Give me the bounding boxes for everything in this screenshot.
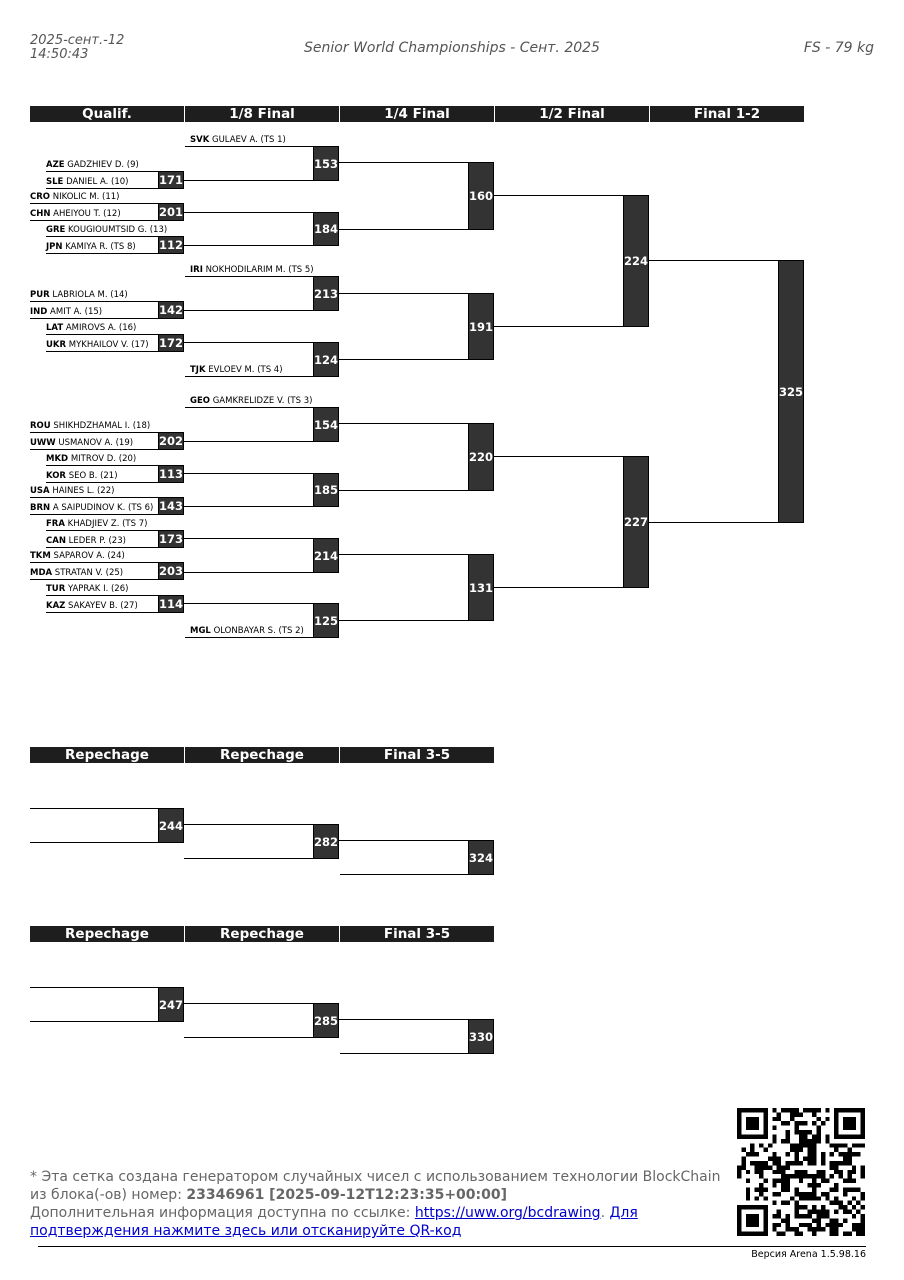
block-number: 23346961 [2025-09-12T12:23:35+00:00] [186, 1187, 508, 1203]
country-code: CRO [30, 192, 51, 202]
athlete-name: KHADJIEV Z. (TS 7) [67, 519, 148, 529]
bout-number[interactable]: 125 [313, 603, 339, 638]
bout-number[interactable]: 112 [159, 238, 184, 252]
bracket-line [184, 212, 339, 213]
athlete-label [46, 323, 136, 333]
column-header: 1/4 Final [340, 106, 495, 122]
athlete-name: MYKHAILOV V. (17) [68, 340, 149, 350]
country-code: ROU [30, 421, 51, 431]
athlete-label [46, 519, 147, 529]
country-code: UKR [46, 340, 67, 350]
country-code: FRA [46, 519, 65, 529]
athlete-name: GADZHIEV D. (9) [67, 160, 139, 170]
athlete-name: STRATAN V. (25) [54, 568, 124, 578]
athlete-name: EVLOEV M. (TS 4) [208, 365, 283, 375]
bout-number[interactable]: 124 [313, 342, 339, 377]
bracket-line [184, 473, 339, 474]
athlete-label [30, 209, 121, 219]
bout-number[interactable]: 282 [313, 824, 339, 859]
bracket-line [184, 572, 339, 573]
bout-number[interactable]: 202 [159, 434, 184, 448]
bracket-line [184, 441, 339, 442]
athlete-label [46, 242, 136, 252]
country-code: GEO [190, 396, 211, 406]
bout-number[interactable]: 113 [159, 467, 184, 481]
athlete-label [30, 192, 119, 202]
country-code: TUR [46, 584, 66, 594]
bout-number[interactable]: 185 [313, 473, 339, 507]
bracket-line [184, 245, 339, 246]
country-code: MGL [190, 626, 211, 636]
column-header: 1/2 Final [495, 106, 650, 122]
column-header: Final 3-5 [340, 747, 495, 763]
bout-number[interactable]: 324 [468, 840, 494, 875]
bout-number[interactable]: 247 [158, 987, 184, 1022]
column-header: Repechage [185, 747, 340, 763]
country-code: SLE [46, 177, 64, 187]
country-code: LAT [46, 323, 64, 333]
athlete-name: KAMIYA R. (TS 8) [65, 242, 136, 252]
bout-number[interactable]: 171 [159, 173, 184, 187]
athlete-name: NIKOLIC M. (11) [52, 192, 120, 202]
athlete-label [46, 471, 118, 481]
athlete-name: LEDER P. (23) [68, 536, 126, 546]
country-code: GRE [46, 225, 66, 235]
bout-number[interactable]: 172 [159, 336, 184, 350]
qr-code[interactable] [737, 1108, 865, 1236]
bout-number[interactable]: 220 [468, 423, 494, 491]
bout-number[interactable]: 154 [313, 407, 339, 442]
column-header: Final 3-5 [340, 926, 495, 942]
confirm-link[interactable]: Для подтверждения нажмите здесь или отсканируйте QR-код [30, 1205, 638, 1239]
country-code: AZE [46, 160, 65, 170]
bout-number[interactable]: 227 [623, 456, 649, 588]
bout-number[interactable]: 114 [159, 597, 184, 611]
column-header: Final 1-2 [650, 106, 805, 122]
athlete-label [46, 225, 167, 235]
bout-number[interactable]: 330 [468, 1019, 494, 1054]
athlete-label [190, 365, 283, 375]
bracket-line [184, 506, 339, 507]
version-label: Версия Arena 1.5.98.16 [751, 1249, 866, 1260]
country-code: IND [30, 307, 48, 317]
athlete-name: A SAIPUDINOV K. (TS 6) [52, 503, 154, 513]
print-time: 14:50:43 [30, 47, 89, 62]
bcdrawing-link[interactable]: https://uww.org/bcdrawing [414, 1205, 601, 1221]
bracket-line [184, 603, 339, 604]
country-code: BRN [30, 503, 51, 513]
event-title: Senior World Championships - Сент. 2025 [304, 40, 600, 56]
athlete-name: SAPAROV A. (24) [53, 551, 125, 561]
print-date: 2025-сент.-12 [30, 33, 125, 48]
athlete-label [30, 290, 128, 300]
athlete-name: NOKHODILARIM M. (TS 5) [205, 265, 314, 275]
country-code: CAN [46, 536, 66, 546]
column-header: Repechage [30, 747, 185, 763]
athlete-label [30, 568, 123, 578]
athlete-label [46, 601, 138, 611]
athlete-name: GULAEV A. (TS 1) [212, 135, 286, 145]
bout-number[interactable]: 160 [468, 162, 494, 230]
bout-number[interactable]: 214 [313, 538, 339, 573]
country-code: UWW [30, 438, 56, 448]
country-code: PUR [30, 290, 50, 300]
footer-divider [38, 1246, 866, 1247]
athlete-label [190, 626, 304, 636]
athlete-name: MITROV D. (20) [70, 454, 137, 464]
bout-number[interactable]: 203 [159, 564, 184, 578]
athlete-label [190, 135, 286, 145]
bout-number[interactable]: 142 [159, 303, 184, 317]
weight-category: FS - 79 kg [803, 40, 874, 56]
athlete-name: SEO B. (21) [68, 471, 118, 481]
athlete-name: GAMKRELIDZE V. (TS 3) [212, 396, 313, 406]
country-code: MDA [30, 568, 53, 578]
athlete-label [46, 340, 149, 350]
bout-number[interactable]: 285 [313, 1003, 339, 1038]
info-text: Дополнительная информация доступна по ссылке: [30, 1205, 415, 1221]
country-code: USA [30, 486, 50, 496]
athlete-label [30, 307, 102, 317]
bracket-line [184, 342, 339, 343]
athlete-name: KOUGIOUMTSID G. (13) [68, 225, 168, 235]
athlete-name: USMANOV A. (19) [58, 438, 134, 448]
column-header: 1/8 Final [185, 106, 340, 122]
bout-number[interactable]: 325 [778, 260, 804, 523]
country-code: IRI [190, 265, 203, 275]
athlete-name: AHEIYOU T. (12) [53, 209, 121, 219]
country-code: KOR [46, 471, 66, 481]
bout-number[interactable]: 173 [159, 532, 184, 546]
bout-number[interactable]: 184 [313, 212, 339, 246]
link-dot: . [600, 1205, 610, 1221]
athlete-name: YAPRAK I. (26) [67, 584, 129, 594]
bout-number[interactable]: 213 [313, 276, 339, 311]
athlete-name: LABRIOLA M. (14) [52, 290, 128, 300]
column-header: Qualif. [30, 106, 185, 122]
country-code: TKM [30, 551, 51, 561]
blockchain-note [30, 1168, 730, 1240]
athlete-label [30, 551, 125, 561]
bracket-line [184, 310, 339, 311]
column-header: Repechage [185, 926, 340, 942]
bracket-line [184, 180, 339, 181]
country-code: SVK [190, 135, 210, 145]
country-code: CHN [30, 209, 51, 219]
athlete-label [46, 536, 126, 546]
country-code: JPN [46, 242, 63, 252]
athlete-name: SHIKHDZHAMAL I. (18) [53, 421, 151, 431]
athlete-label [190, 396, 312, 406]
bout-number[interactable]: 153 [313, 146, 339, 181]
athlete-name: AMIROVS A. (16) [65, 323, 137, 333]
athlete-name: OLONBAYAR S. (TS 2) [213, 626, 304, 636]
athlete-name: AMIT A. (15) [50, 307, 103, 317]
note-text: * Эта сетка создана генератором случайных чисел с использованием технологии BlockChain из блока(-ов) номер: [30, 1169, 721, 1203]
athlete-name: SAKAYEV B. (27) [68, 601, 138, 611]
bout-number[interactable]: 191 [468, 293, 494, 360]
athlete-name: DANIEL A. (10) [66, 177, 129, 187]
athlete-label [30, 486, 114, 496]
bout-number[interactable]: 131 [468, 554, 494, 621]
athlete-label [30, 438, 133, 448]
athlete-label [30, 503, 153, 513]
column-header: Repechage [30, 926, 185, 942]
athlete-label [46, 454, 136, 464]
bout-number[interactable]: 143 [159, 499, 184, 513]
bout-number[interactable]: 201 [159, 205, 184, 219]
athlete-name: HAINES L. (22) [52, 486, 115, 496]
athlete-label [46, 177, 128, 187]
athlete-label [30, 421, 150, 431]
bout-number[interactable]: 244 [158, 808, 184, 843]
athlete-label [190, 265, 314, 275]
country-code: KAZ [46, 601, 66, 611]
bracket-line [184, 538, 339, 539]
athlete-label [46, 160, 139, 170]
bout-number[interactable]: 224 [623, 195, 649, 327]
bracket-line [313, 146, 314, 180]
athlete-label [46, 584, 128, 594]
country-code: MKD [46, 454, 69, 464]
country-code: TJK [190, 365, 206, 375]
